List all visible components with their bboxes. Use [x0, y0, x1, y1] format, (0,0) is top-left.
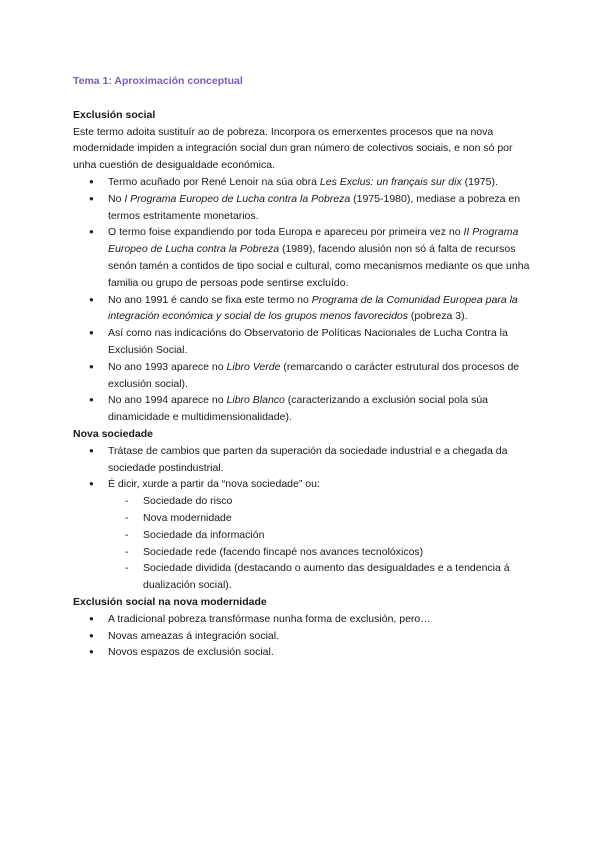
- section-heading-exclusion-social: Exclusión social: [73, 108, 156, 121]
- sublist-item: - Sociedade dividida (destacando o aumento das desigualdades e a tendencia á dualización social).: [108, 560, 533, 594]
- list-item: ● Así como nas indicacións do Observatorio de Políticas Nacionales de Lucha Contra la Exclusión Social.: [73, 325, 533, 359]
- list-item: ● No ano 1994 aparece no Libro Blanco (caracterizando a exclusión social pola súa dinamicidade e multidimensionalidade).: [73, 392, 533, 426]
- list-item: ● Novas ameazas á integración social.: [73, 628, 533, 645]
- list-item: ● No ano 1993 aparece no Libro Verde (remarcando o carácter estrutural dos procesos de exclusión social).: [73, 359, 533, 393]
- topic-title: Tema 1: Aproximación conceptual: [73, 75, 243, 87]
- book-title: Libro Blanco: [226, 394, 285, 407]
- sublist-item: - Sociedade do risco: [108, 493, 533, 510]
- sublist-item: - Sociedade rede (facendo fincapé nos avances tecnolóxicos): [108, 544, 533, 561]
- list-item: ● No ano 1991 é cando se fixa este termo no Programa de la Comunidad Europea para la integración económica y social de los grupos menos favorecidos (pobreza 3).: [73, 292, 533, 326]
- list-item: ● Trátase de cambios que parten da superación da sociedade industrial e a chegada da sociedade postindustrial.: [73, 443, 533, 477]
- program-title: Programa de la Comunidad Europea para la integración económica y social de los grupos menos favorecidos: [108, 293, 518, 323]
- list-item: ● O termo foise expandiendo por toda Europa e apareceu por primeira vez no II Programa Europeo de Lucha contra la Pobreza (1989), facendo alusión non só á falta de recursos senón tamén a contidos de tipo social e cultural, como mecanismos mediante os que unha familia ou grupo de persoas pode sentirse excluído.: [73, 224, 533, 291]
- list-item: ● Termo acuñado por René Lenoir na súa obra Les Exclus: un français sur dix (1975).: [73, 174, 533, 191]
- list-item: ● No I Programa Europeo de Lucha contra la Pobreza (1975-1980), mediase a pobreza en termos estritamente monetarios.: [73, 191, 533, 225]
- list-item: ● Novos espazos de exclusión social.: [73, 644, 533, 661]
- nova-sociedade-list: [73, 443, 533, 594]
- nova-modernidade-list: [73, 611, 533, 661]
- section-heading-exclusion-nova-modernidade: Exclusión social na nova modernidade: [73, 595, 267, 608]
- book-title: Libro Verde: [226, 360, 281, 373]
- book-title: Les Exclus: un français sur dix: [319, 175, 462, 188]
- sublist-item: - Sociedade da información: [108, 527, 533, 544]
- section-intro-paragraph: Este termo adoita sustituír ao de pobreza. Incorpora os emerxentes procesos que na nova modernidade impiden a integración social dun gran número de colectivos sociais, e non só por unha cuestión de desigualdade económica.: [73, 125, 513, 172]
- society-types-sublist: [108, 493, 533, 594]
- program-title: I Programa Europeo de Lucha contra la Pobreza: [124, 192, 351, 205]
- section-heading-nova-sociedade: Nova sociedade: [73, 427, 153, 440]
- list-item: ● É dicir, xurde a partir da “nova sociedade” ou: - Sociedade do risco - Nova modernidade - Sociedade da información - Sociedade rede (facendo fincapé nos avances tecnolóxicos) - Sociedade dividida (destacando o aumento das desigualdades e a tendencia á dualización social).: [73, 476, 533, 594]
- sublist-item: - Nova modernidade: [108, 510, 533, 527]
- exclusion-social-list: [73, 174, 533, 426]
- list-item: ● A tradicional pobreza transfórmase nunha forma de exclusión, pero…: [73, 611, 533, 628]
- program-title: II Programa Europeo de Lucha contra la Pobreza: [108, 226, 519, 256]
- document-content: [73, 73, 533, 661]
